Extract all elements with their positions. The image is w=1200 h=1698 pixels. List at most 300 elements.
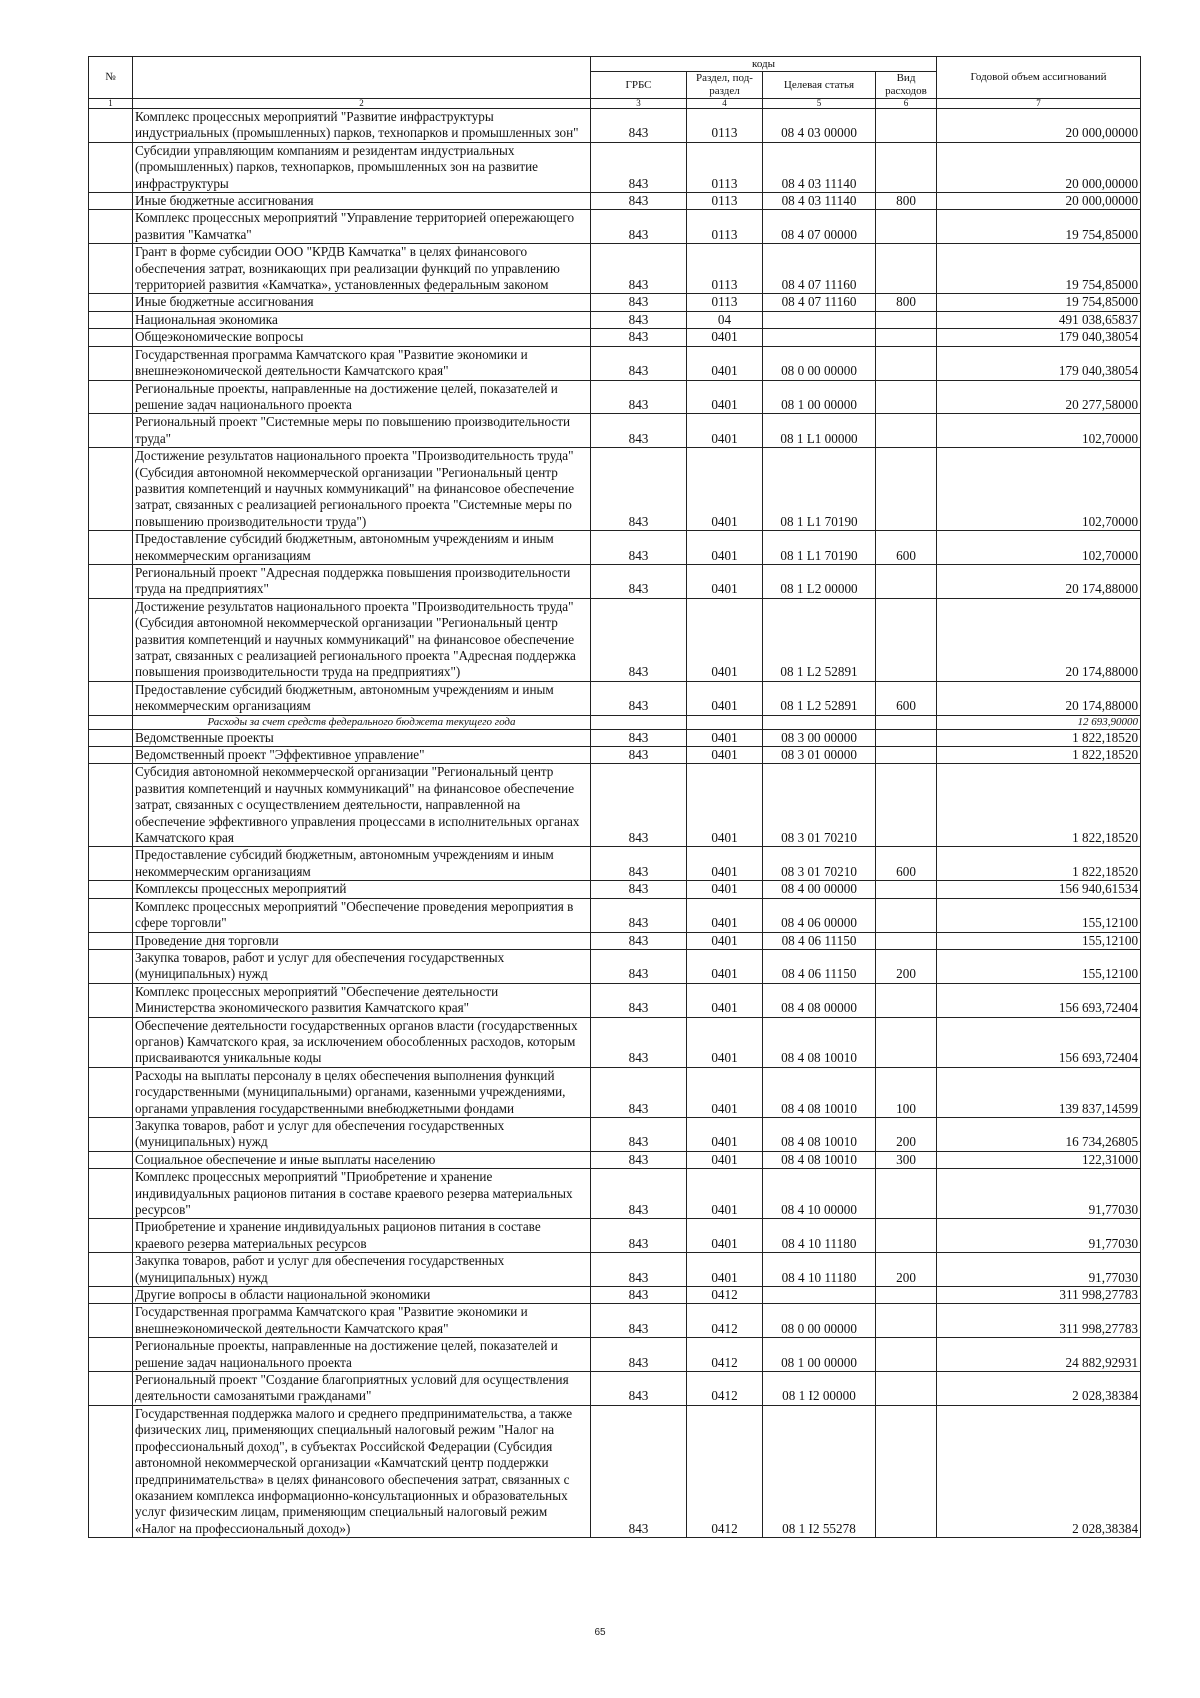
row-target-cell: 08 4 03 11140	[763, 142, 876, 192]
row-name-line: Комплекс процессных мероприятий "Обеспечение проведения мероприятия в	[135, 898, 574, 914]
row-name-line: Достижение результатов национального проекта "Производительность труда"	[135, 598, 574, 614]
row-name-cell	[133, 764, 591, 847]
row-name-line: услуг физическим лицам, применяющим специальный налоговый режим	[135, 1504, 548, 1520]
row-section-cell: 0113	[687, 193, 763, 210]
row-name-cell	[133, 448, 591, 531]
row-name-line: Субсидия автономной некоммерческой организации "Региональный центр	[135, 764, 554, 780]
row-name-cell	[133, 380, 591, 414]
row-section-cell: 0401	[687, 1169, 763, 1219]
row-section-cell: 0401	[687, 1219, 763, 1253]
row-num-cell	[89, 1372, 133, 1406]
row-section-cell: 0412	[687, 1405, 763, 1537]
row-name-line: Комплекс процессных мероприятий "Развитие инфраструктуры	[135, 109, 494, 124]
row-name-line: Предоставление субсидий бюджетным, автономным учреждениям и иным	[135, 531, 554, 547]
row-grbs-cell: 843	[591, 1405, 687, 1537]
row-expense-type-cell: 200	[876, 1253, 937, 1287]
budget-table	[88, 56, 1141, 1538]
row-target-cell: 08 1 00 00000	[763, 1338, 876, 1372]
row-name-cell	[133, 1219, 591, 1253]
table-row	[89, 1372, 1141, 1406]
row-amount-cell: 19 754,85000	[937, 294, 1141, 311]
row-name-line: Региональные проекты, направленные на достижение целей, показателей и	[135, 380, 558, 396]
row-num-cell	[89, 715, 133, 729]
row-target-cell	[763, 1287, 876, 1304]
row-amount-cell: 139 837,14599	[937, 1067, 1141, 1117]
row-name-line: Региональный проект "Системные меры по повышению производительности	[135, 414, 571, 430]
row-amount-cell: 12 693,90000	[937, 715, 1141, 729]
row-name-line: Национальная экономика	[135, 311, 278, 327]
row-target-cell: 08 4 07 11160	[763, 244, 876, 294]
row-name-cell	[133, 881, 591, 898]
row-expense-type-cell	[876, 1304, 937, 1338]
row-name-line: (муниципальных) нужд	[135, 1269, 268, 1285]
row-name-cell	[133, 715, 591, 729]
row-name-line: затрат, связанных с осуществлением деятельности, направленной на	[135, 797, 521, 813]
row-num-cell	[89, 564, 133, 598]
col-number: 1	[89, 99, 133, 109]
row-section-cell: 0401	[687, 1117, 763, 1151]
row-grbs-cell: 843	[591, 598, 687, 681]
row-name-line: Ведомственные проекты	[135, 729, 274, 745]
table-row	[89, 311, 1141, 328]
col-number: 6	[876, 99, 937, 109]
row-section-cell: 0401	[687, 346, 763, 380]
row-name-line: Государственная программа Камчатского края "Развитие экономики и	[135, 346, 528, 362]
row-name-line: решение задач национального проекта	[135, 396, 352, 412]
table-row	[89, 764, 1141, 847]
row-grbs-cell: 843	[591, 898, 687, 932]
row-amount-cell: 179 040,38054	[937, 329, 1141, 346]
row-expense-type-cell	[876, 747, 937, 764]
row-num-cell	[89, 1304, 133, 1338]
row-num-cell	[89, 932, 133, 949]
row-name-line: внешнеэкономической деятельности Камчатского края"	[135, 1320, 449, 1336]
row-name-line: Министерства экономического развития Камчатского края"	[135, 1000, 470, 1016]
row-num-cell	[89, 448, 133, 531]
row-name-line: развития "Камчатка"	[135, 226, 252, 242]
row-num-cell	[89, 193, 133, 210]
row-section-cell: 0401	[687, 898, 763, 932]
row-name-line: Предоставление субсидий бюджетным, автономным учреждениям и иным	[135, 847, 554, 863]
row-name-cell	[133, 898, 591, 932]
row-expense-type-cell	[876, 1405, 937, 1537]
row-name-cell	[133, 109, 591, 143]
table-row	[89, 1169, 1141, 1219]
table-row	[89, 747, 1141, 764]
row-grbs-cell: 843	[591, 1253, 687, 1287]
row-section-cell: 0113	[687, 294, 763, 311]
row-num-cell	[89, 1253, 133, 1287]
row-target-cell: 08 3 00 00000	[763, 729, 876, 746]
row-name-line: обеспечение эффективного управления процессами в исполнительных органах	[135, 813, 580, 829]
row-target-cell: 08 1 I2 55278	[763, 1405, 876, 1537]
row-amount-cell: 91,77030	[937, 1253, 1141, 1287]
row-expense-type-cell	[876, 448, 937, 531]
row-section-cell: 0401	[687, 1017, 763, 1067]
row-name-line: труда"	[135, 430, 172, 446]
header-expense-type: Вид расходов	[876, 72, 937, 99]
row-amount-cell: 1 822,18520	[937, 747, 1141, 764]
row-target-cell: 08 4 07 00000	[763, 210, 876, 244]
row-name-line: государственными (муниципальными) органами, казенными учреждениями,	[135, 1084, 566, 1100]
row-amount-cell: 1 822,18520	[937, 729, 1141, 746]
table-row	[89, 531, 1141, 565]
row-name-line: Государственная поддержка малого и среднего предпринимательства, а также	[135, 1405, 573, 1421]
row-num-cell	[89, 1219, 133, 1253]
row-target-cell: 08 1 L1 70190	[763, 531, 876, 565]
row-section-cell: 0401	[687, 681, 763, 715]
row-num-cell	[89, 729, 133, 746]
row-amount-cell: 2 028,38384	[937, 1405, 1141, 1537]
row-name-line: индустриальных (промышленных) парков, технопарков и промышленных зон"	[135, 125, 579, 141]
row-name-line: Предоставление субсидий бюджетным, автономным учреждениям и иным	[135, 681, 554, 697]
row-amount-cell: 311 998,27783	[937, 1304, 1141, 1338]
row-expense-type-cell	[876, 380, 937, 414]
row-name-cell	[133, 1151, 591, 1168]
row-name-line: некоммерческим организациям	[135, 863, 311, 879]
row-name-line: Расходы за счет средств федерального бюджета текущего года	[207, 715, 516, 728]
row-section-cell: 0113	[687, 142, 763, 192]
row-target-cell: 08 1 L2 52891	[763, 598, 876, 681]
table-row	[89, 1067, 1141, 1117]
row-num-cell	[89, 898, 133, 932]
row-section-cell: 0401	[687, 847, 763, 881]
row-section-cell: 0401	[687, 747, 763, 764]
row-name-line: Другие вопросы в области национальной экономики	[135, 1287, 431, 1303]
row-target-cell: 08 1 00 00000	[763, 380, 876, 414]
row-num-cell	[89, 983, 133, 1017]
row-grbs-cell: 843	[591, 847, 687, 881]
row-name-line: Закупка товаров, работ и услуг для обеспечения государственных	[135, 949, 505, 965]
row-name-cell	[133, 949, 591, 983]
row-grbs-cell: 843	[591, 109, 687, 143]
row-name-cell	[133, 193, 591, 210]
row-name-line: сфере торговли"	[135, 915, 227, 931]
row-name-line: территорией развития «Камчатка», установленных федеральным законом	[135, 277, 549, 293]
row-section-cell: 0401	[687, 598, 763, 681]
row-name-line: органами управления государственными внебюджетными фондами	[135, 1100, 515, 1116]
row-expense-type-cell	[876, 1372, 937, 1406]
row-target-cell	[763, 715, 876, 729]
row-expense-type-cell	[876, 598, 937, 681]
row-target-cell: 08 4 03 11140	[763, 193, 876, 210]
row-expense-type-cell: 100	[876, 1067, 937, 1117]
table-row	[89, 598, 1141, 681]
table-row	[89, 329, 1141, 346]
row-grbs-cell: 843	[591, 747, 687, 764]
row-grbs-cell: 843	[591, 414, 687, 448]
row-name-line: «Налог на профессиональный доход»)	[135, 1520, 351, 1536]
row-num-cell	[89, 1169, 133, 1219]
row-name-line: Общеэкономические вопросы	[135, 329, 304, 345]
row-name-line: Расходы на выплаты персоналу в целях обеспечения выполнения функций	[135, 1067, 555, 1083]
row-amount-cell: 156 693,72404	[937, 1017, 1141, 1067]
row-name-line: инфраструктуры	[135, 175, 229, 191]
row-grbs-cell: 843	[591, 681, 687, 715]
row-grbs-cell: 843	[591, 564, 687, 598]
row-section-cell: 0401	[687, 414, 763, 448]
header-section: Раздел, под-раздел	[687, 72, 763, 99]
page-number: 65	[594, 1627, 606, 1638]
col-number: 7	[937, 99, 1141, 109]
row-name-line: (Субсидия автономной некоммерческой организации "Региональный центр	[135, 464, 558, 480]
row-grbs-cell: 843	[591, 949, 687, 983]
row-name-cell	[133, 1117, 591, 1151]
row-name-line: индивидуальных рационов питания в составе краевого резерва материальных	[135, 1185, 573, 1201]
row-name-cell	[133, 142, 591, 192]
row-section-cell: 0401	[687, 881, 763, 898]
row-expense-type-cell: 600	[876, 847, 937, 881]
row-name-line: предпринимательства» в целях финансового обеспечения затрат, связанных с	[135, 1471, 570, 1487]
row-amount-cell: 491 038,65837	[937, 311, 1141, 328]
row-num-cell	[89, 311, 133, 328]
row-amount-cell: 156 693,72404	[937, 983, 1141, 1017]
row-target-cell: 08 0 00 00000	[763, 346, 876, 380]
row-num-cell	[89, 681, 133, 715]
row-name-cell	[133, 244, 591, 294]
row-name-line: Региональный проект "Создание благоприятных условий для осуществления	[135, 1372, 569, 1388]
row-grbs-cell: 843	[591, 729, 687, 746]
row-name-cell	[133, 932, 591, 949]
row-section-cell: 0412	[687, 1338, 763, 1372]
row-name-line: Закупка товаров, работ и услуг для обеспечения государственных	[135, 1117, 505, 1133]
row-grbs-cell	[591, 715, 687, 729]
row-section-cell: 0401	[687, 329, 763, 346]
row-target-cell: 08 3 01 70210	[763, 764, 876, 847]
row-grbs-cell: 843	[591, 983, 687, 1017]
row-name-line: Комплексы процессных мероприятий	[135, 881, 347, 897]
row-section-cell: 0401	[687, 729, 763, 746]
table-row	[89, 244, 1141, 294]
row-grbs-cell: 843	[591, 329, 687, 346]
row-num-cell	[89, 747, 133, 764]
row-num-cell	[89, 949, 133, 983]
row-target-cell: 08 4 08 10010	[763, 1067, 876, 1117]
row-expense-type-cell	[876, 329, 937, 346]
row-name-line: Социальное обеспечение и иные выплаты населению	[135, 1151, 436, 1167]
row-target-cell: 08 1 L2 52891	[763, 681, 876, 715]
row-num-cell	[89, 1151, 133, 1168]
row-target-cell: 08 4 06 11150	[763, 932, 876, 949]
row-name-line: обеспечения затрат, возникающих при реализации функций по управлению	[135, 260, 560, 276]
row-target-cell: 08 1 L1 00000	[763, 414, 876, 448]
row-expense-type-cell	[876, 729, 937, 746]
row-amount-cell: 155,12100	[937, 949, 1141, 983]
row-section-cell	[687, 715, 763, 729]
row-name-line: развития компетенций и научных коммуникаций" на финансовое обеспечение	[135, 780, 575, 796]
row-num-cell	[89, 329, 133, 346]
row-name-line: труда на предприятиях"	[135, 581, 269, 597]
row-name-cell	[133, 729, 591, 746]
row-expense-type-cell	[876, 564, 937, 598]
table-row	[89, 1253, 1141, 1287]
row-section-cell: 0401	[687, 1067, 763, 1117]
col-number: 2	[133, 99, 591, 109]
row-name-cell	[133, 1304, 591, 1338]
row-name-line: внешнеэкономической деятельности Камчатского края"	[135, 363, 449, 379]
row-amount-cell: 155,12100	[937, 932, 1141, 949]
row-amount-cell: 20 174,88000	[937, 598, 1141, 681]
row-section-cell: 0401	[687, 949, 763, 983]
row-expense-type-cell	[876, 932, 937, 949]
row-expense-type-cell	[876, 1338, 937, 1372]
row-name-cell	[133, 1287, 591, 1304]
row-num-cell	[89, 210, 133, 244]
row-name-line: Комплекс процессных мероприятий "Управление территорией опережающего	[135, 210, 575, 226]
row-name-cell	[133, 1253, 591, 1287]
row-name-line: повышению производительности труда")	[135, 513, 367, 529]
row-target-cell: 08 4 10 00000	[763, 1169, 876, 1219]
row-expense-type-cell	[876, 311, 937, 328]
row-grbs-cell: 843	[591, 1017, 687, 1067]
row-expense-type-cell	[876, 764, 937, 847]
row-amount-cell: 20 000,00000	[937, 142, 1141, 192]
col-number: 5	[763, 99, 876, 109]
row-expense-type-cell	[876, 1219, 937, 1253]
row-name-line: Ведомственный проект "Эффективное управление"	[135, 747, 425, 763]
row-target-cell: 08 4 08 10010	[763, 1117, 876, 1151]
row-name-line: (муниципальных) нужд	[135, 966, 268, 982]
table-row	[89, 983, 1141, 1017]
row-name-cell	[133, 210, 591, 244]
col-number: 4	[687, 99, 763, 109]
table-row-note	[89, 715, 1141, 729]
row-section-cell: 0401	[687, 1253, 763, 1287]
row-name-line: Камчатского края	[135, 830, 234, 846]
row-target-cell	[763, 329, 876, 346]
row-grbs-cell: 843	[591, 764, 687, 847]
row-num-cell	[89, 847, 133, 881]
row-grbs-cell: 843	[591, 531, 687, 565]
row-target-cell: 08 4 07 11160	[763, 294, 876, 311]
row-name-line: затрат, связанных с реализацией регионального проекта "Системные меры по	[135, 497, 572, 513]
row-num-cell	[89, 598, 133, 681]
row-amount-cell: 20 000,00000	[937, 193, 1141, 210]
row-section-cell: 0412	[687, 1287, 763, 1304]
row-grbs-cell: 843	[591, 881, 687, 898]
table-row	[89, 1287, 1141, 1304]
row-section-cell: 0113	[687, 109, 763, 143]
row-section-cell: 0412	[687, 1372, 763, 1406]
table-row	[89, 729, 1141, 746]
table-row	[89, 949, 1141, 983]
row-name-line: оказанием комплекса информационно-консультационных и образовательных	[135, 1487, 568, 1503]
row-amount-cell: 20 174,88000	[937, 681, 1141, 715]
row-name-cell	[133, 1405, 591, 1537]
table-body	[89, 109, 1141, 1538]
row-amount-cell: 156 940,61534	[937, 881, 1141, 898]
row-section-cell: 0113	[687, 210, 763, 244]
row-target-cell: 08 4 06 00000	[763, 898, 876, 932]
table-row	[89, 1017, 1141, 1067]
row-name-cell	[133, 1067, 591, 1117]
row-name-line: Грант в форме субсидии ООО "КРДВ Камчатка" в целях финансового	[135, 244, 528, 260]
row-name-line: ресурсов"	[135, 1202, 191, 1217]
row-section-cell: 0401	[687, 983, 763, 1017]
row-amount-cell: 2 028,38384	[937, 1372, 1141, 1406]
row-name-line: Субсидии управляющим компаниям и резидентам индустриальных	[135, 142, 515, 158]
row-expense-type-cell	[876, 715, 937, 729]
row-grbs-cell: 843	[591, 380, 687, 414]
row-grbs-cell: 843	[591, 210, 687, 244]
table-row	[89, 294, 1141, 311]
row-name-cell	[133, 747, 591, 764]
row-expense-type-cell	[876, 1287, 937, 1304]
row-name-line: профессиональный доход", в субъектах Российской Федерации (Субсидия	[135, 1438, 553, 1454]
row-num-cell	[89, 1338, 133, 1372]
row-name-line: Иные бюджетные ассигнования	[135, 294, 314, 310]
row-grbs-cell: 843	[591, 1338, 687, 1372]
row-name-cell	[133, 564, 591, 598]
row-name-line: деятельности самозанятыми гражданами"	[135, 1388, 372, 1404]
row-name-cell	[133, 1372, 591, 1406]
row-name-cell	[133, 1338, 591, 1372]
row-grbs-cell: 843	[591, 346, 687, 380]
row-num-cell	[89, 881, 133, 898]
table-row	[89, 564, 1141, 598]
row-name-line: некоммерческим организациям	[135, 547, 311, 563]
row-name-line: Государственная программа Камчатского края "Развитие экономики и	[135, 1304, 528, 1320]
row-expense-type-cell	[876, 414, 937, 448]
table-row	[89, 448, 1141, 531]
row-expense-type-cell: 600	[876, 531, 937, 565]
row-section-cell: 0401	[687, 932, 763, 949]
row-num-cell	[89, 109, 133, 143]
row-name-line: физических лиц, применяющих специальный налоговый режим "Налог на	[135, 1422, 555, 1438]
row-grbs-cell: 843	[591, 1372, 687, 1406]
header-name	[133, 57, 591, 99]
row-target-cell: 08 4 10 11180	[763, 1253, 876, 1287]
row-num-cell	[89, 1287, 133, 1304]
row-expense-type-cell	[876, 1017, 937, 1067]
row-num-cell	[89, 1017, 133, 1067]
row-name-cell	[133, 1169, 591, 1219]
row-name-cell	[133, 414, 591, 448]
table-row	[89, 109, 1141, 143]
row-amount-cell: 91,77030	[937, 1169, 1141, 1219]
table-row	[89, 1405, 1141, 1537]
row-amount-cell: 16 734,26805	[937, 1117, 1141, 1151]
row-amount-cell: 311 998,27783	[937, 1287, 1141, 1304]
row-expense-type-cell	[876, 346, 937, 380]
row-expense-type-cell: 800	[876, 294, 937, 311]
row-expense-type-cell: 200	[876, 949, 937, 983]
row-section-cell: 0401	[687, 448, 763, 531]
table-row	[89, 346, 1141, 380]
row-grbs-cell: 843	[591, 294, 687, 311]
row-amount-cell: 1 822,18520	[937, 764, 1141, 847]
row-amount-cell: 19 754,85000	[937, 244, 1141, 294]
row-section-cell: 0412	[687, 1304, 763, 1338]
row-num-cell	[89, 244, 133, 294]
row-name-cell	[133, 311, 591, 328]
row-name-line: присваиваются уникальные коды	[135, 1050, 322, 1066]
row-name-line: развития компетенций и научных коммуникаций" на финансовое обеспечение	[135, 631, 575, 647]
row-num-cell	[89, 531, 133, 565]
row-name-line: некоммерческим организациям	[135, 698, 311, 714]
row-expense-type-cell	[876, 983, 937, 1017]
row-expense-type-cell	[876, 142, 937, 192]
row-amount-cell: 20 277,58000	[937, 380, 1141, 414]
row-expense-type-cell: 800	[876, 193, 937, 210]
row-target-cell: 08 4 00 00000	[763, 881, 876, 898]
row-grbs-cell: 843	[591, 142, 687, 192]
row-name-line: затрат, связанных с реализацией регионального проекта "Адресная поддержка	[135, 648, 576, 663]
row-name-cell	[133, 598, 591, 681]
table-header	[89, 57, 1141, 109]
row-grbs-cell: 843	[591, 311, 687, 328]
row-num-cell	[89, 346, 133, 380]
